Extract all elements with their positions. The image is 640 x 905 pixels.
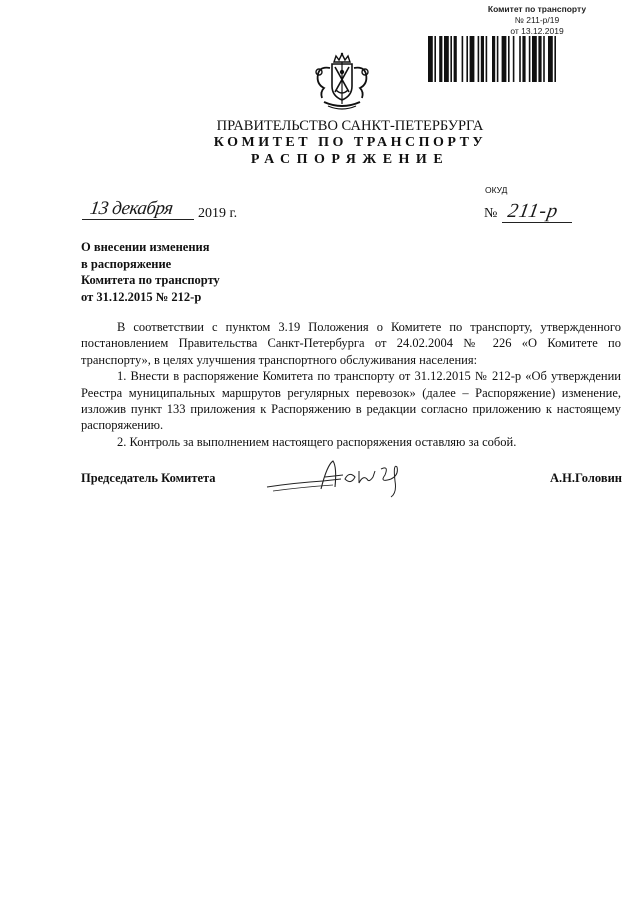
handwritten-signature (263, 457, 423, 499)
barcode-bar (502, 36, 507, 82)
subject-line: О внесении изменения (81, 240, 210, 254)
document-number (484, 200, 604, 230)
date-underline (82, 219, 194, 220)
subject-line: от 31.12.2015 № 212-р (81, 289, 202, 304)
barcode-bar (481, 36, 484, 82)
stamp-date: от 13.12.2019 (510, 26, 564, 36)
barcode-bar (497, 36, 499, 82)
barcode-bar (439, 36, 442, 82)
barcode-bar (522, 36, 525, 82)
committee-title: КОМИТЕТ ПО ТРАНСПОРТУ (213, 135, 487, 150)
registration-stamp (462, 4, 612, 37)
subject-line: Комитета по транспорту (81, 273, 220, 288)
subject-line: в распоряжение (81, 256, 172, 271)
barcode-bar (428, 36, 433, 82)
barcode-bar (450, 36, 452, 82)
document-body (81, 319, 621, 450)
barcode-bar (548, 36, 553, 82)
signatory-title: Председатель Комитета (81, 471, 216, 485)
coat-of-arms-emblem (310, 52, 374, 112)
document-subject (81, 239, 220, 305)
barcode-bar (466, 36, 468, 82)
barcode-bar (519, 36, 521, 82)
okud-label: ОКУД (485, 185, 508, 195)
date-handwritten: 13 декабря (88, 198, 175, 219)
barcode-bar (434, 36, 436, 82)
document-date (80, 200, 380, 226)
barcode-bar (543, 36, 545, 82)
stamp-number: № 211-р/19 (514, 15, 560, 25)
stamp-organization: Комитет по транспорту (487, 4, 587, 14)
document-type: РАСПОРЯЖЕНИЕ (250, 152, 450, 167)
barcode-bar (454, 36, 457, 82)
barcode-bar (554, 36, 556, 82)
barcode-bar (492, 36, 495, 82)
barcode-bar (538, 36, 541, 82)
barcode-bar (444, 36, 449, 82)
number-sign: № (484, 206, 498, 221)
barcode-bar (462, 36, 464, 82)
barcode-bar (532, 36, 537, 82)
government-title: ПРАВИТЕЛЬСТВО САНКТ-ПЕТЕРБУРГА (216, 118, 484, 134)
signature-block (81, 467, 622, 507)
signatory-name: А.Н.Головин (549, 471, 622, 485)
barcode (428, 36, 620, 82)
barcode-bar (508, 36, 510, 82)
barcode-bar (513, 36, 515, 82)
barcode-bar (529, 36, 531, 82)
barcode-bar (486, 36, 488, 82)
barcode-bar (478, 36, 480, 82)
item-1-paragraph: 1. Внести в распоряжение Комитета по транспорту от 31.12.2015 № 212-р «Об утверждении Реестра муниципальных маршрутов регулярных перевозок» (далее – Распоряжение) изменение, изложив пункт 133 приложения к Распоряжению в редакции согласно приложению к настоящему распоряжению. (81, 369, 621, 433)
barcode-bar (470, 36, 475, 82)
item-2-paragraph: 2. Контроль за выполнением настоящего распоряжения оставляю за собой. (117, 434, 517, 449)
date-year: 2019 г. (198, 206, 238, 221)
number-handwritten: 211-р (506, 200, 561, 222)
preamble-paragraph: В соответствии с пунктом 3.19 Положения о Комитете по транспорту, утвержденного постановлением Правительства Санкт-Петербурга от 24.02.2004 № 226 «О Комитете по транспорту», в целях улучшения транспортного обслуживания населения: (81, 320, 621, 367)
